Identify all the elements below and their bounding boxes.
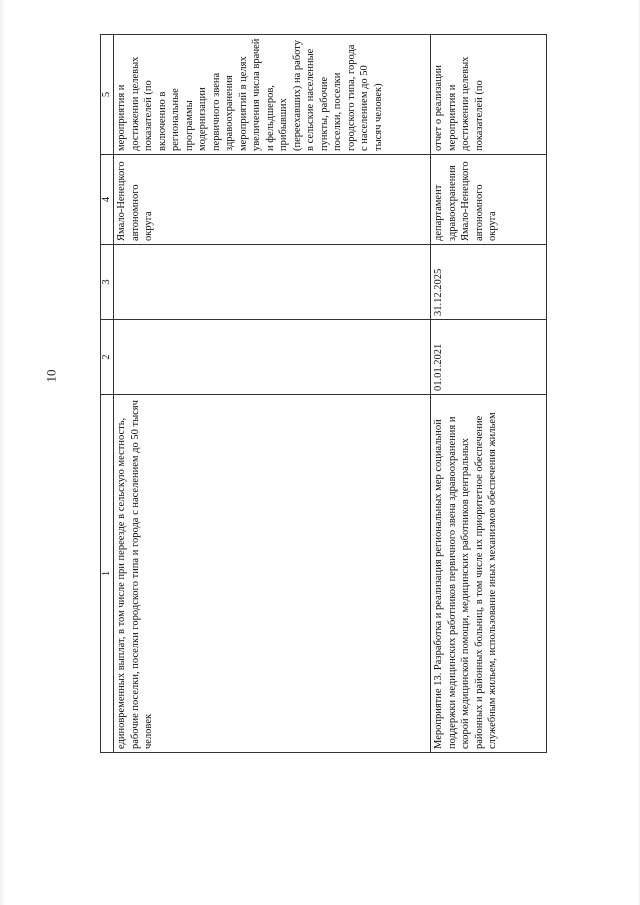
header-col-2: 2 [101,320,114,395]
header-col-1: 1 [101,395,114,753]
cell-description: Мероприятие 13. Разработка и реализация региональных мер социальной поддержки медицинских работников первичного звена здравоохранения и скорой медицинской помощи, медицинских работников центральных районных и районных больниц, в том числе их приоритетное обеспечение служебным жильем, использование иных механизмов обеспечения жильем [431,395,547,753]
header-row [101,35,114,753]
cell-start-date: 01.01.2021 [431,320,547,395]
rotated-table [100,35,548,753]
cell-result: мероприятия и достижении целевых показателей (по включению в региональные программы модернизации первичного звена здравоохранения мероприятий в целях увеличения числа врачей и фельдшеров, прибывших (переехавших) на работу в сельские населенные пункты, рабочие поселки, поселки городского типа, города с населением до 50 тысяч человек) [114,35,431,155]
page-number: 10 [43,369,59,383]
cell-description: единовременных выплат, в том числе при переезде в сельскую местность, рабочие поселки, поселки городского типа и города с населением до 50 тысяч человек [114,395,431,753]
header-col-5: 5 [101,35,114,155]
program-table [100,34,547,753]
table-row [431,35,547,753]
cell-responsible: департамент здравоохранения Ямало-Ненецкого автономного округа [431,155,547,245]
cell-start-date [114,320,431,395]
header-col-4: 4 [101,155,114,245]
table-container [100,35,548,753]
cell-end-date [114,245,431,320]
cell-responsible: Ямало-Ненецкого автономного округа [114,155,431,245]
header-col-3: 3 [101,245,114,320]
scan-edge [0,0,6,905]
cell-end-date: 31.12.2025 [431,245,547,320]
cell-result: отчет о реализации мероприятия и достижении целевых показателей (по [431,35,547,155]
table-row [114,35,431,753]
